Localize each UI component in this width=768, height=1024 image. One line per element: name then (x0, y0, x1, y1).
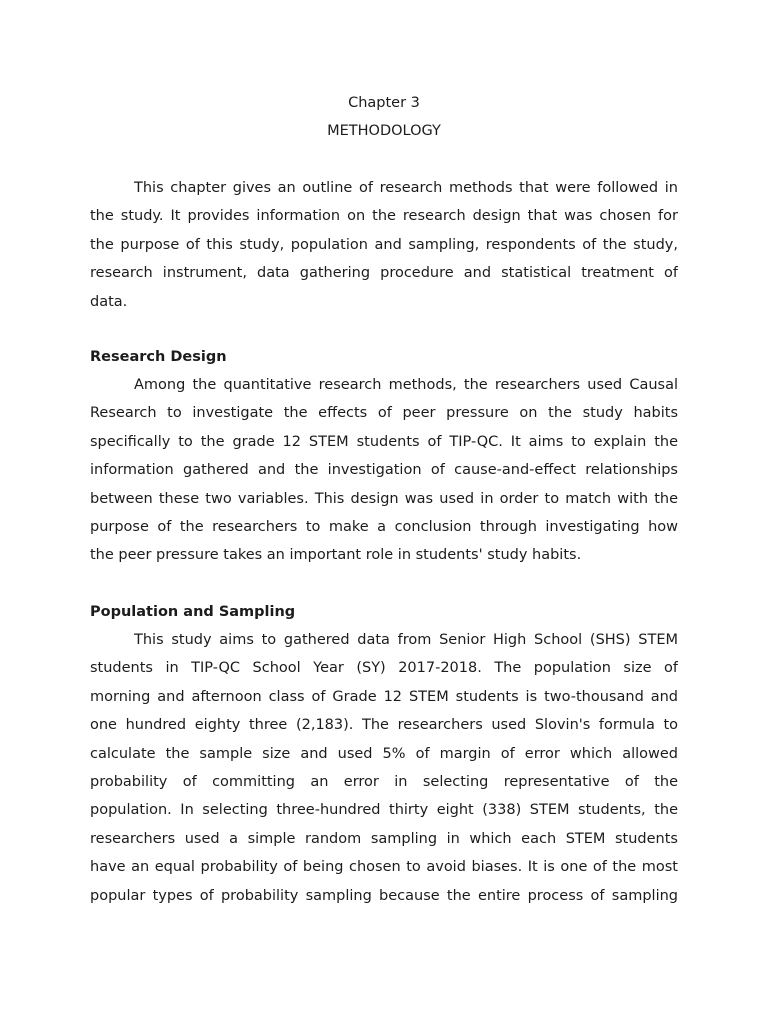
intro-line: data. (90, 293, 128, 310)
population-sampling-line: population. In selecting three-hundred thirty eight (338) STEM students, the (90, 802, 678, 819)
population-sampling-line: This study aims to gathered data from Senior High School (SHS) STEM (134, 632, 678, 648)
population-sampling-line: popular types of probability sampling because the entire process of sampling (90, 887, 678, 904)
population-sampling-heading: Population and Sampling (90, 604, 296, 620)
research-design-heading: Research Design (90, 349, 227, 365)
research-design-line: between these two variables. This design was used in order to match with the (90, 490, 678, 507)
population-sampling-line: probability of committing an error in selecting representative of the (90, 774, 678, 791)
intro-paragraph (90, 174, 678, 316)
population-sampling-line: students in TIP-QC School Year (SY) 2017-2018. The population size of (90, 660, 678, 677)
research-design-line: the peer pressure takes an important role in students' study habits. (90, 547, 582, 564)
intro-line: research instrument, data gathering procedure and statistical treatment of (90, 265, 678, 282)
research-design-paragraph (90, 371, 678, 570)
intro-line: the study. It provides information on the research design that was chosen for (90, 208, 678, 225)
population-sampling-line: calculate the sample size and used 5% of margin of error which allowed (90, 745, 678, 762)
research-design-line: Research to investigate the effects of peer pressure on the study habits (90, 405, 678, 422)
research-design-line: purpose of the researchers to make a conclusion through investigating how (90, 519, 678, 536)
population-sampling-line: morning and afternoon class of Grade 12 STEM students is two-thousand and (90, 688, 678, 705)
population-sampling-line: researchers used a simple random sampling in which each STEM students (90, 830, 678, 847)
chapter-title: METHODOLOGY (327, 123, 441, 139)
research-design-line: Among the quantitative research methods, the researchers used Causal (134, 377, 678, 393)
intro-line: the purpose of this study, population and sampling, respondents of the study, (90, 236, 678, 253)
population-sampling-line: one hundred eighty three (2,183). The researchers used Slovin's formula to (90, 717, 678, 734)
chapter-number: Chapter 3 (348, 95, 420, 111)
research-design-line: specifically to the grade 12 STEM students of TIP-QC. It aims to explain the (90, 433, 678, 450)
population-sampling-line: have an equal probability of being chosen to avoid biases. It is one of the most (90, 859, 678, 876)
population-sampling-paragraph (90, 626, 678, 910)
intro-line: This chapter gives an outline of research methods that were followed in (134, 180, 678, 196)
research-design-line: information gathered and the investigation of cause-and-effect relationships (90, 462, 678, 479)
